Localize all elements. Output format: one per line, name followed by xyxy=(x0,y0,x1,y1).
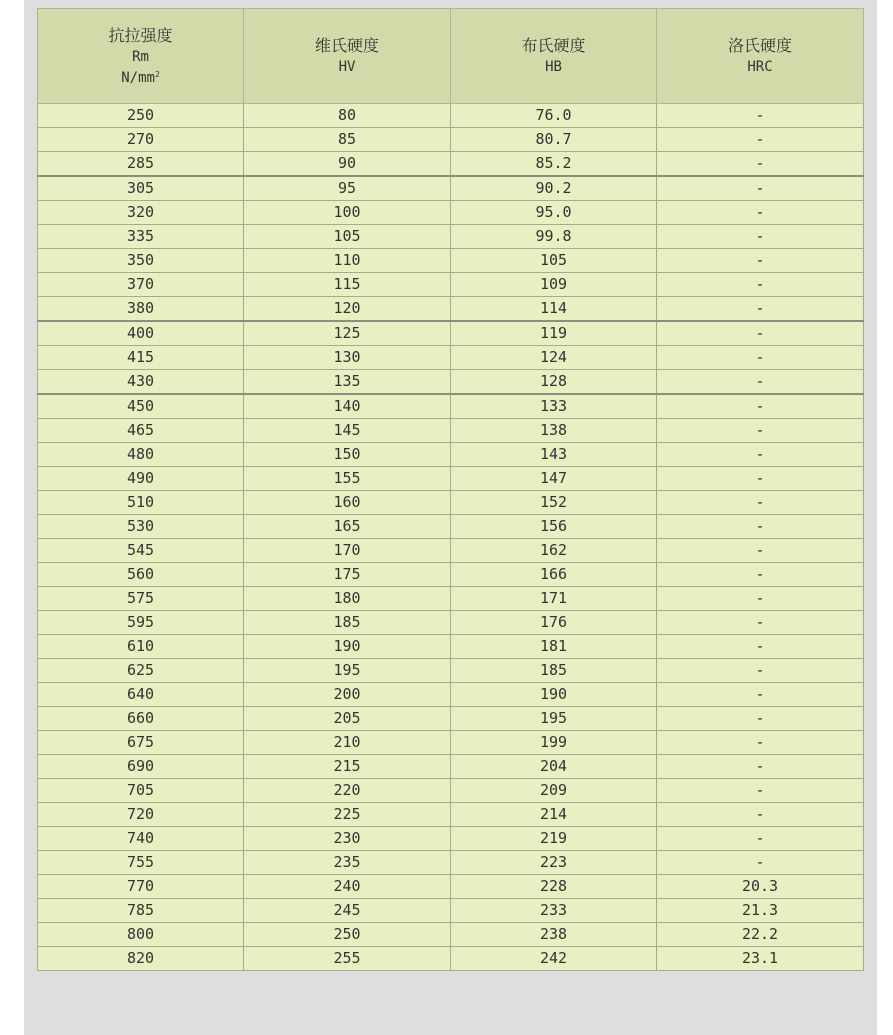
cell-rockwell: - xyxy=(657,225,864,249)
cell-vickers: 110 xyxy=(244,249,451,273)
table-row xyxy=(38,419,864,443)
cell-rockwell: - xyxy=(657,273,864,297)
table-row xyxy=(38,249,864,273)
cell-tensile-strength: 720 xyxy=(38,803,244,827)
table-row xyxy=(38,755,864,779)
cell-rockwell: - xyxy=(657,370,864,395)
cell-rockwell: - xyxy=(657,755,864,779)
cell-vickers: 90 xyxy=(244,152,451,177)
cell-brinell: 156 xyxy=(451,515,657,539)
cell-rockwell: 22.2 xyxy=(657,923,864,947)
table-row xyxy=(38,443,864,467)
cell-tensile-strength: 430 xyxy=(38,370,244,395)
cell-tensile-strength: 740 xyxy=(38,827,244,851)
table-row xyxy=(38,515,864,539)
cell-tensile-strength: 285 xyxy=(38,152,244,177)
cell-tensile-strength: 625 xyxy=(38,659,244,683)
cell-rockwell: 23.1 xyxy=(657,947,864,971)
cell-vickers: 170 xyxy=(244,539,451,563)
table-row xyxy=(38,491,864,515)
cell-vickers: 210 xyxy=(244,731,451,755)
table-row xyxy=(38,225,864,249)
cell-vickers: 165 xyxy=(244,515,451,539)
table-row xyxy=(38,346,864,370)
cell-rockwell: - xyxy=(657,104,864,128)
cell-brinell: 228 xyxy=(451,875,657,899)
cell-brinell: 133 xyxy=(451,394,657,419)
cell-tensile-strength: 320 xyxy=(38,201,244,225)
header-brinell-hardness-label: 布氏硬度 xyxy=(521,36,586,55)
cell-tensile-strength: 380 xyxy=(38,297,244,322)
table-row xyxy=(38,201,864,225)
header-rockwell-hardness-label: 洛氏硬度 xyxy=(727,36,792,55)
cell-brinell: 176 xyxy=(451,611,657,635)
cell-brinell: 199 xyxy=(451,731,657,755)
cell-vickers: 85 xyxy=(244,128,451,152)
table-row xyxy=(38,827,864,851)
cell-vickers: 200 xyxy=(244,683,451,707)
cell-brinell: 238 xyxy=(451,923,657,947)
table-row xyxy=(38,321,864,346)
header-tensile-strength-unit-line xyxy=(38,68,243,89)
cell-tensile-strength: 400 xyxy=(38,321,244,346)
table-row xyxy=(38,297,864,322)
cell-tensile-strength: 640 xyxy=(38,683,244,707)
cell-rockwell: - xyxy=(657,176,864,201)
cell-vickers: 230 xyxy=(244,827,451,851)
cell-tensile-strength: 335 xyxy=(38,225,244,249)
cell-brinell: 204 xyxy=(451,755,657,779)
table-row xyxy=(38,683,864,707)
cell-tensile-strength: 785 xyxy=(38,899,244,923)
cell-vickers: 195 xyxy=(244,659,451,683)
table-row xyxy=(38,635,864,659)
header-vickers-hardness xyxy=(244,9,451,104)
cell-rockwell: - xyxy=(657,128,864,152)
cell-rockwell: - xyxy=(657,321,864,346)
cell-tensile-strength: 660 xyxy=(38,707,244,731)
cell-tensile-strength: 270 xyxy=(38,128,244,152)
cell-brinell: 233 xyxy=(451,899,657,923)
table-row xyxy=(38,611,864,635)
table-row xyxy=(38,731,864,755)
cell-vickers: 150 xyxy=(244,443,451,467)
cell-rockwell: - xyxy=(657,659,864,683)
cell-brinell: 171 xyxy=(451,587,657,611)
cell-vickers: 140 xyxy=(244,394,451,419)
cell-rockwell: - xyxy=(657,587,864,611)
cell-brinell: 143 xyxy=(451,443,657,467)
cell-brinell: 114 xyxy=(451,297,657,322)
cell-rockwell: - xyxy=(657,394,864,419)
cell-tensile-strength: 530 xyxy=(38,515,244,539)
cell-brinell: 138 xyxy=(451,419,657,443)
cell-rockwell: - xyxy=(657,152,864,177)
header-tensile-strength-unit-exponent: 2 xyxy=(154,69,160,79)
table-row xyxy=(38,152,864,177)
cell-tensile-strength: 705 xyxy=(38,779,244,803)
cell-vickers: 100 xyxy=(244,201,451,225)
header-row xyxy=(38,9,864,104)
hardness-table-container xyxy=(37,8,863,971)
cell-brinell: 162 xyxy=(451,539,657,563)
header-tensile-strength xyxy=(38,9,244,104)
table-row xyxy=(38,176,864,201)
cell-brinell: 214 xyxy=(451,803,657,827)
header-vickers-hardness-symbol: HV xyxy=(338,59,356,75)
cell-rockwell: - xyxy=(657,707,864,731)
cell-rockwell: - xyxy=(657,443,864,467)
cell-rockwell: - xyxy=(657,419,864,443)
table-row xyxy=(38,394,864,419)
table-row xyxy=(38,803,864,827)
cell-rockwell: - xyxy=(657,346,864,370)
cell-rockwell: - xyxy=(657,515,864,539)
cell-vickers: 185 xyxy=(244,611,451,635)
cell-rockwell: - xyxy=(657,779,864,803)
cell-tensile-strength: 820 xyxy=(38,947,244,971)
cell-brinell: 209 xyxy=(451,779,657,803)
cell-brinell: 195 xyxy=(451,707,657,731)
cell-rockwell: - xyxy=(657,539,864,563)
cell-vickers: 145 xyxy=(244,419,451,443)
cell-tensile-strength: 450 xyxy=(38,394,244,419)
cell-rockwell: - xyxy=(657,635,864,659)
cell-tensile-strength: 510 xyxy=(38,491,244,515)
hardness-conversion-table xyxy=(37,8,864,971)
table-row xyxy=(38,587,864,611)
cell-tensile-strength: 370 xyxy=(38,273,244,297)
cell-tensile-strength: 350 xyxy=(38,249,244,273)
table-row xyxy=(38,563,864,587)
cell-tensile-strength: 305 xyxy=(38,176,244,201)
cell-vickers: 125 xyxy=(244,321,451,346)
cell-tensile-strength: 675 xyxy=(38,731,244,755)
cell-vickers: 235 xyxy=(244,851,451,875)
cell-tensile-strength: 770 xyxy=(38,875,244,899)
cell-brinell: 95.0 xyxy=(451,201,657,225)
table-row xyxy=(38,923,864,947)
cell-brinell: 147 xyxy=(451,467,657,491)
cell-rockwell: - xyxy=(657,827,864,851)
cell-brinell: 181 xyxy=(451,635,657,659)
header-brinell-hardness-symbol: HB xyxy=(545,59,562,75)
table-row xyxy=(38,104,864,128)
cell-vickers: 120 xyxy=(244,297,451,322)
table-row xyxy=(38,370,864,395)
cell-vickers: 115 xyxy=(244,273,451,297)
cell-brinell: 119 xyxy=(451,321,657,346)
cell-rockwell: - xyxy=(657,491,864,515)
cell-vickers: 130 xyxy=(244,346,451,370)
cell-vickers: 205 xyxy=(244,707,451,731)
cell-rockwell: - xyxy=(657,297,864,322)
cell-rockwell: - xyxy=(657,803,864,827)
cell-rockwell: - xyxy=(657,249,864,273)
cell-vickers: 225 xyxy=(244,803,451,827)
cell-brinell: 90.2 xyxy=(451,176,657,201)
header-tensile-strength-label: 抗拉强度 xyxy=(108,25,173,45)
cell-vickers: 160 xyxy=(244,491,451,515)
header-rockwell-hardness-symbol: HRC xyxy=(747,59,773,75)
cell-rockwell: 20.3 xyxy=(657,875,864,899)
cell-rockwell: - xyxy=(657,851,864,875)
cell-tensile-strength: 755 xyxy=(38,851,244,875)
header-rockwell-hardness xyxy=(657,9,864,104)
table-row xyxy=(38,273,864,297)
cell-brinell: 242 xyxy=(451,947,657,971)
cell-brinell: 76.0 xyxy=(451,104,657,128)
cell-vickers: 255 xyxy=(244,947,451,971)
cell-tensile-strength: 595 xyxy=(38,611,244,635)
cell-brinell: 99.8 xyxy=(451,225,657,249)
cell-brinell: 124 xyxy=(451,346,657,370)
cell-tensile-strength: 800 xyxy=(38,923,244,947)
cell-rockwell: - xyxy=(657,467,864,491)
cell-vickers: 175 xyxy=(244,563,451,587)
cell-rockwell: - xyxy=(657,731,864,755)
header-tensile-strength-unit: N/mm xyxy=(121,69,155,86)
cell-brinell: 128 xyxy=(451,370,657,395)
cell-vickers: 105 xyxy=(244,225,451,249)
cell-vickers: 245 xyxy=(244,899,451,923)
cell-brinell: 219 xyxy=(451,827,657,851)
table-body xyxy=(38,104,864,971)
table-row xyxy=(38,899,864,923)
table-row xyxy=(38,128,864,152)
cell-brinell: 190 xyxy=(451,683,657,707)
cell-brinell: 223 xyxy=(451,851,657,875)
cell-vickers: 240 xyxy=(244,875,451,899)
table-row xyxy=(38,875,864,899)
header-vickers-hardness-label: 维氏硬度 xyxy=(314,36,379,55)
table-row xyxy=(38,659,864,683)
table-row xyxy=(38,947,864,971)
cell-vickers: 95 xyxy=(244,176,451,201)
cell-brinell: 109 xyxy=(451,273,657,297)
table-row xyxy=(38,539,864,563)
cell-tensile-strength: 490 xyxy=(38,467,244,491)
cell-brinell: 152 xyxy=(451,491,657,515)
table-row xyxy=(38,467,864,491)
cell-tensile-strength: 480 xyxy=(38,443,244,467)
cell-rockwell: - xyxy=(657,563,864,587)
table-row xyxy=(38,707,864,731)
header-tensile-strength-symbol: Rm xyxy=(132,48,149,65)
cell-tensile-strength: 690 xyxy=(38,755,244,779)
cell-vickers: 80 xyxy=(244,104,451,128)
cell-vickers: 250 xyxy=(244,923,451,947)
cell-tensile-strength: 560 xyxy=(38,563,244,587)
table-row xyxy=(38,779,864,803)
cell-brinell: 85.2 xyxy=(451,152,657,177)
cell-vickers: 220 xyxy=(244,779,451,803)
cell-tensile-strength: 545 xyxy=(38,539,244,563)
cell-brinell: 105 xyxy=(451,249,657,273)
cell-vickers: 190 xyxy=(244,635,451,659)
cell-tensile-strength: 575 xyxy=(38,587,244,611)
cell-rockwell: - xyxy=(657,683,864,707)
cell-brinell: 80.7 xyxy=(451,128,657,152)
cell-tensile-strength: 415 xyxy=(38,346,244,370)
table-row xyxy=(38,851,864,875)
cell-rockwell: - xyxy=(657,611,864,635)
cell-brinell: 166 xyxy=(451,563,657,587)
cell-vickers: 135 xyxy=(244,370,451,395)
cell-vickers: 215 xyxy=(244,755,451,779)
cell-vickers: 180 xyxy=(244,587,451,611)
cell-rockwell: - xyxy=(657,201,864,225)
cell-tensile-strength: 465 xyxy=(38,419,244,443)
cell-tensile-strength: 610 xyxy=(38,635,244,659)
cell-vickers: 155 xyxy=(244,467,451,491)
cell-rockwell: 21.3 xyxy=(657,899,864,923)
cell-tensile-strength: 250 xyxy=(38,104,244,128)
header-brinell-hardness xyxy=(451,9,657,104)
cell-brinell: 185 xyxy=(451,659,657,683)
